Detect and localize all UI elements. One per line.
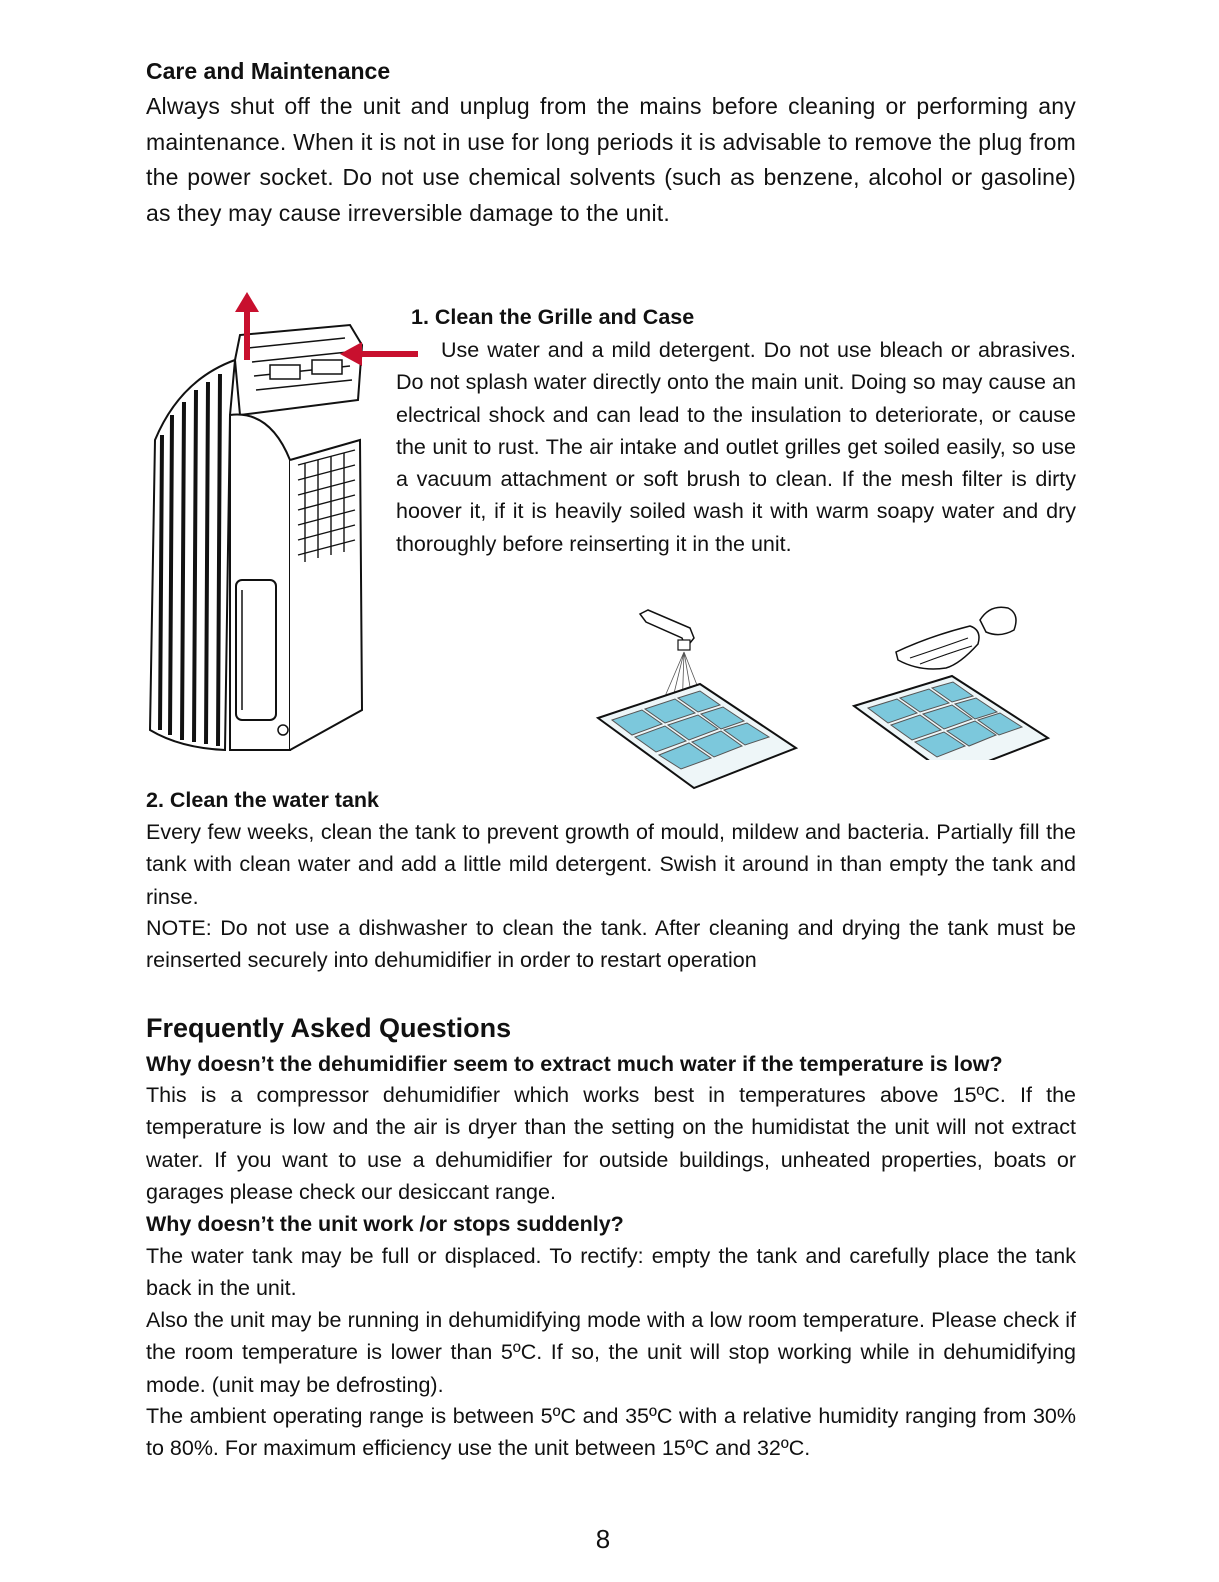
grille-body: Use water and a mild detergent. Do not use bleach or abrasives. Do not splash water directly onto the main unit. Doing so may cause an electrical shock and can lead to the insulation to deteriorate, or cause the unit to rust. The air intake and outlet grilles get soiled easily, so use a vacuum attachment or soft brush to clean. If the mesh filter is dirty hoover it, if it is heavily soiled wash it with warm soapy water and dry thoroughly before reinserting it in the unit. [396, 338, 1076, 556]
faq-title: Frequently Asked Questions [146, 1013, 512, 1043]
grille-title: 1. Clean the Grille and Case [411, 305, 695, 329]
tank-body: Every few weeks, clean the tank to prevent growth of mould, mildew and bacteria. Partially fill the tank with clean water and add a little mild detergent. Swish it around in than empty the tank and rinse. [146, 820, 1076, 909]
care-body: Always shut off the unit and unplug from the mains before cleaning or performing any maintenance. When it is not in use for long periods it is advisable to remove the plug from the power socket. Do not use chemical solvents (such as benzene, alcohol or gasoline) as they may cause irreversible damage to the unit. [146, 93, 1076, 226]
faq-answer-2b: Also the unit may be running in dehumidifying mode with a low room temperature. Please check if the room temperature is lower than 5ºC. If so, the unit will stop working while in dehumidifying mode. (unit may be defrosting). [146, 1308, 1076, 1397]
tank-note: NOTE: Do not use a dishwasher to clean the tank. After cleaning and drying the tank must be reinserted securely into dehumidifier in order to restart operation [146, 916, 1076, 973]
tank-title: 2. Clean the water tank [146, 788, 379, 812]
page-number: 8 [595, 1524, 611, 1554]
faq-answer-2a: The water tank may be full or displaced. To rectify: empty the tank and carefully place the tank back in the unit. [146, 1244, 1076, 1301]
dehumidifier-illustration [140, 290, 420, 760]
filter-dry-illustration [850, 600, 1060, 760]
faq-question-2: Why doesn’t the unit work /or stops suddenly? [146, 1212, 624, 1236]
faq-answer-1: This is a compressor dehumidifier which works best in temperatures above 15ºC. If the temperature is low and the air is dryer than the setting on the humidistat the unit will not extract water. If you want to use a dehumidifier for outside buildings, unheated properties, boats or garages please check our desiccant range. [146, 1083, 1076, 1204]
filter-rinse-illustration [590, 608, 810, 793]
care-title: Care and Maintenance [146, 58, 391, 84]
faq-answer-2c: The ambient operating range is between 5ºC and 35ºC with a relative humidity ranging from 30% to 80%. For maximum efficiency use the unit between 15ºC and 32ºC. [146, 1404, 1076, 1461]
faq-question-1: Why doesn’t the dehumidifier seem to extract much water if the temperature is low? [146, 1052, 1003, 1076]
